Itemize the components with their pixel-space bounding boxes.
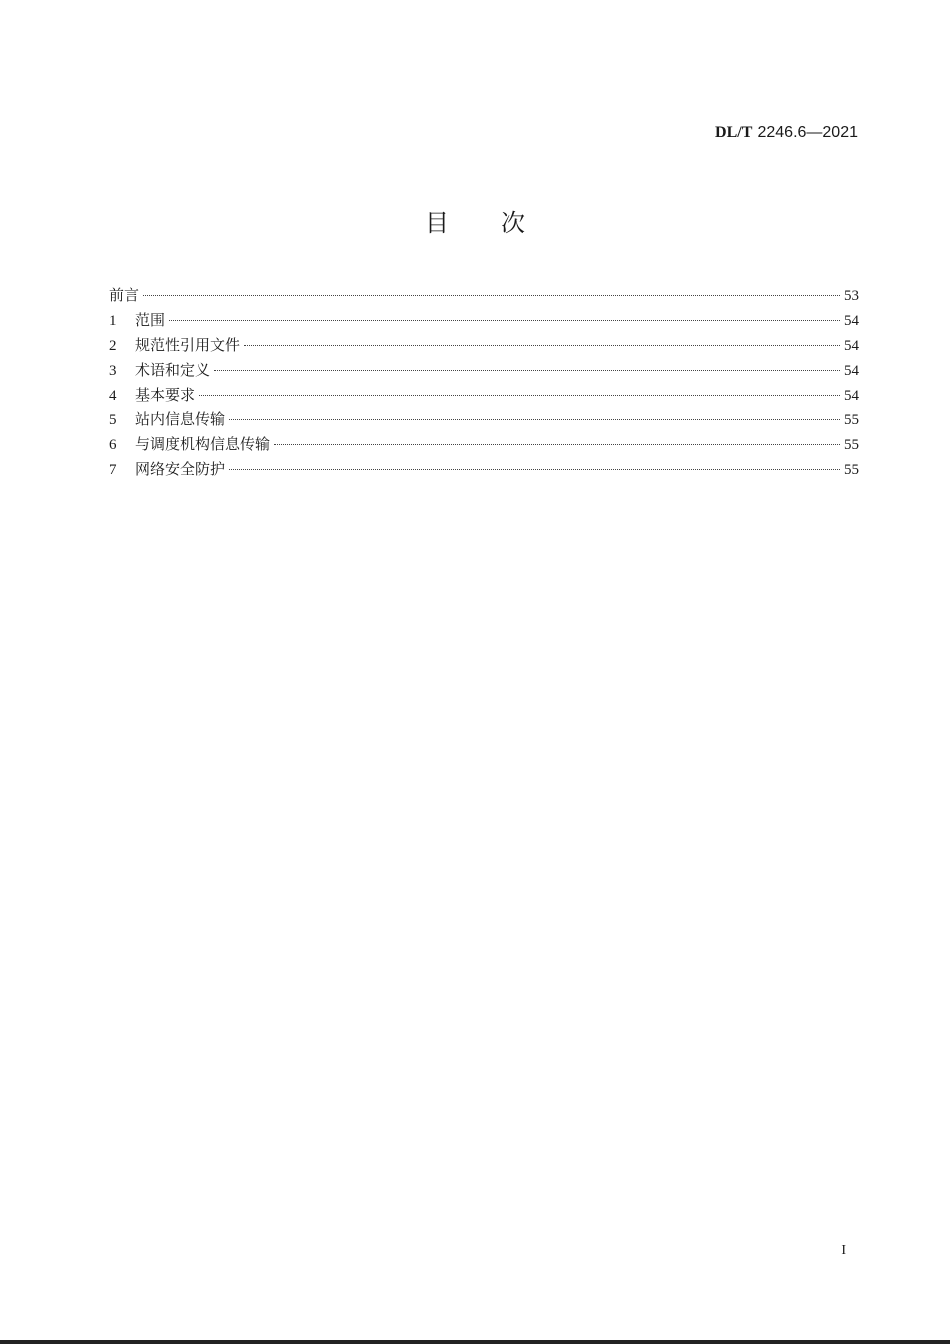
toc-entry-label: 术语和定义 [135, 360, 211, 379]
toc-leader-dots [244, 345, 840, 346]
toc-leader-dots [143, 295, 840, 296]
toc-entry-label: 网络安全防护 [135, 460, 226, 479]
toc-entry-number: 6 [109, 437, 117, 454]
toc-entry-page: 55 [844, 412, 859, 429]
toc-entry-label: 基本要求 [135, 385, 196, 404]
toc-entry-5[interactable] [109, 407, 859, 432]
toc-entry-number: 4 [109, 387, 117, 404]
toc-entry-page: 53 [844, 288, 859, 304]
toc-entry-2[interactable] [109, 333, 859, 358]
table-of-contents [109, 283, 859, 482]
standard-code [715, 122, 858, 142]
toc-entry-6[interactable] [109, 432, 859, 457]
bottom-border [0, 1340, 950, 1344]
page-number: I [841, 1243, 846, 1258]
toc-entry-7[interactable] [109, 457, 859, 482]
toc-entry-number: 1 [109, 312, 117, 329]
toc-entry-page: 55 [844, 462, 859, 479]
toc-entry-number: 3 [109, 362, 117, 379]
toc-entry-page: 54 [844, 387, 859, 404]
toc-entry-label: 站内信息传输 [135, 410, 226, 429]
toc-entry-page: 54 [844, 312, 859, 329]
toc-entry-number: 2 [109, 337, 117, 354]
toc-entry-1[interactable] [109, 308, 859, 333]
toc-entry-page: 54 [844, 337, 859, 354]
toc-entry-number: 7 [109, 462, 117, 479]
toc-entry-4[interactable] [109, 383, 859, 408]
toc-leader-dots [274, 444, 840, 445]
toc-entry-page: 55 [844, 437, 859, 454]
toc-entry-3[interactable] [109, 358, 859, 383]
standard-prefix: DL/T [715, 124, 753, 141]
toc-leader-dots [199, 395, 840, 396]
toc-entry-foreword[interactable] [109, 283, 859, 308]
toc-entry-number: 5 [109, 412, 117, 429]
toc-leader-dots [229, 469, 840, 470]
toc-title: 目次 [425, 209, 577, 237]
toc-entry-label: 前言 [109, 286, 140, 304]
standard-number: 2246.6—2021 [757, 124, 858, 141]
toc-entry-label: 规范性引用文件 [135, 335, 241, 354]
toc-leader-dots [214, 370, 840, 371]
toc-entry-label: 与调度机构信息传输 [135, 435, 271, 454]
toc-leader-dots [169, 320, 840, 321]
toc-entry-page: 54 [844, 362, 859, 379]
toc-leader-dots [229, 419, 840, 420]
toc-entry-label: 范围 [135, 310, 166, 329]
